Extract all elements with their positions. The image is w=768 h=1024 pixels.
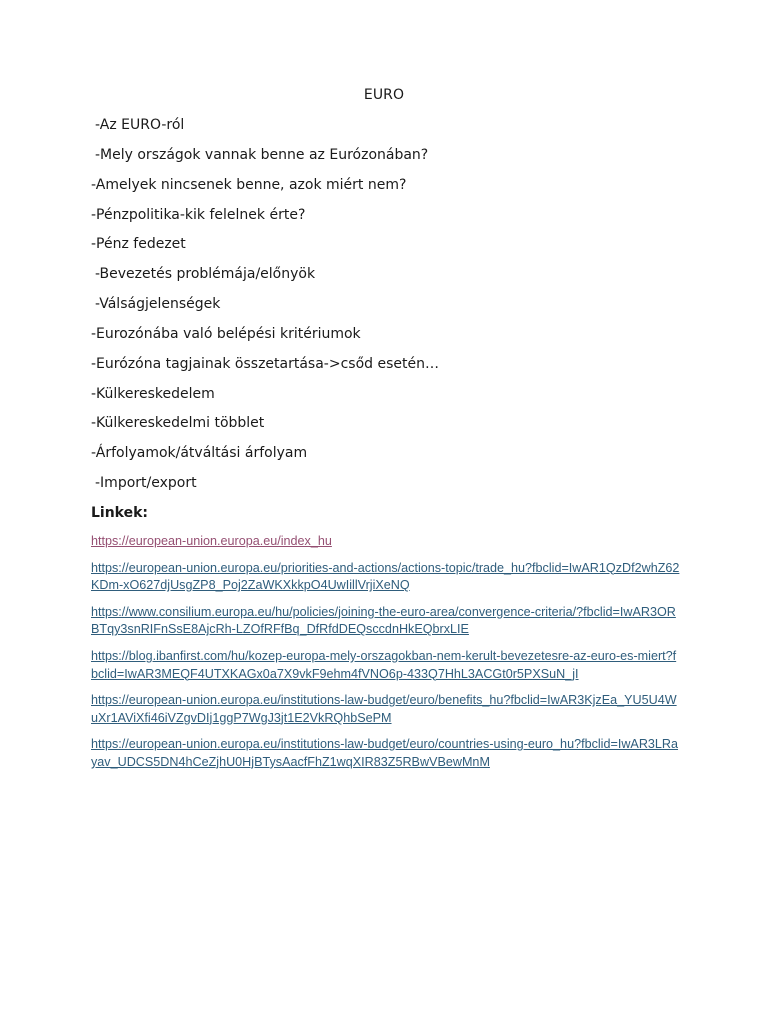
link-eu-euro-benefits[interactable]: https://european-union.europa.eu/institutions-law-budget/euro/benefits_hu?fbclid=IwAR3KjzEa_YU5U4WuXr1AViXfi46iVZgvDIj1ggP7WgJ3jt1E2VkRQhbSePM <box>91 693 677 725</box>
topic-item: -Mely országok vannak benne az Eurózonában? <box>95 146 429 163</box>
topic-item: -Bevezetés problémája/előnyök <box>95 266 316 283</box>
topic-item: -Eurózóna tagjainak összetartása->csőd esetén… <box>91 355 439 372</box>
link-eu-countries-using-euro[interactable]: https://european-union.europa.eu/institutions-law-budget/euro/countries-using-euro_hu?fbclid=IwAR3LRayav_UDCS5DN4hCeZjhU0HjBTysAacfFhZ1wqXIR83Z5RBwVBewMnM <box>91 737 679 769</box>
topic-item: -Külkereskedelem <box>91 385 215 402</box>
links-heading: Linkek: <box>91 505 149 521</box>
topic-item: -Import/export <box>95 475 197 492</box>
topic-item: -Külkereskedelmi többlet <box>91 415 265 432</box>
topic-item: -Válságjelenségek <box>95 296 221 313</box>
link-item <box>91 648 681 683</box>
link-ibanfirst-blog[interactable]: https://blog.ibanfirst.com/hu/kozep-europa-mely-orszagokban-nem-kerult-bevezetesre-az-euro-es-miert?fbclid=IwAR3MEQF4UTXKAGx0a7X9vkF9ehm4fVNO6p-433Q7HhL3ACGt0r5PXSuN_jI <box>91 648 677 681</box>
document-title: EURO <box>363 87 405 103</box>
link-list <box>91 533 681 781</box>
link-item <box>91 560 681 595</box>
link-item <box>91 533 681 551</box>
topic-item: -Árfolyamok/átváltási árfolyam <box>91 445 308 462</box>
link-eu-trade[interactable]: https://european-union.europa.eu/priorities-and-actions/actions-topic/trade_hu?fbclid=IwAR1QzDf2whZ62KDm-xO627djUsgZP8_Poj2ZaWKXkkpO4UwIillVrjiXeNQ <box>91 560 680 593</box>
topic-item: -Pénz fedezet <box>91 236 186 253</box>
topic-item: -Amelyek nincsenek benne, azok miért nem? <box>91 176 407 193</box>
topic-item: -Pénzpolitika-kik felelnek érte? <box>91 206 306 223</box>
link-consilium-convergence[interactable]: https://www.consilium.europa.eu/hu/policies/joining-the-euro-area/convergence-criteria/?fbclid=IwAR3ORBTqy3snRIFnSsE8AjcRh-LZOfRFfBq_DfRfdDEQsccdnHkEQbrxLIE <box>91 604 676 637</box>
topic-item: -Az EURO-ról <box>95 117 185 133</box>
topic-list <box>91 116 711 504</box>
topic-item: -Eurozónába való belépési kritériumok <box>91 325 361 342</box>
link-eu-index[interactable]: https://european-union.europa.eu/index_hu <box>91 534 332 548</box>
link-item <box>91 736 681 771</box>
link-item <box>91 604 681 639</box>
link-item <box>91 692 681 727</box>
